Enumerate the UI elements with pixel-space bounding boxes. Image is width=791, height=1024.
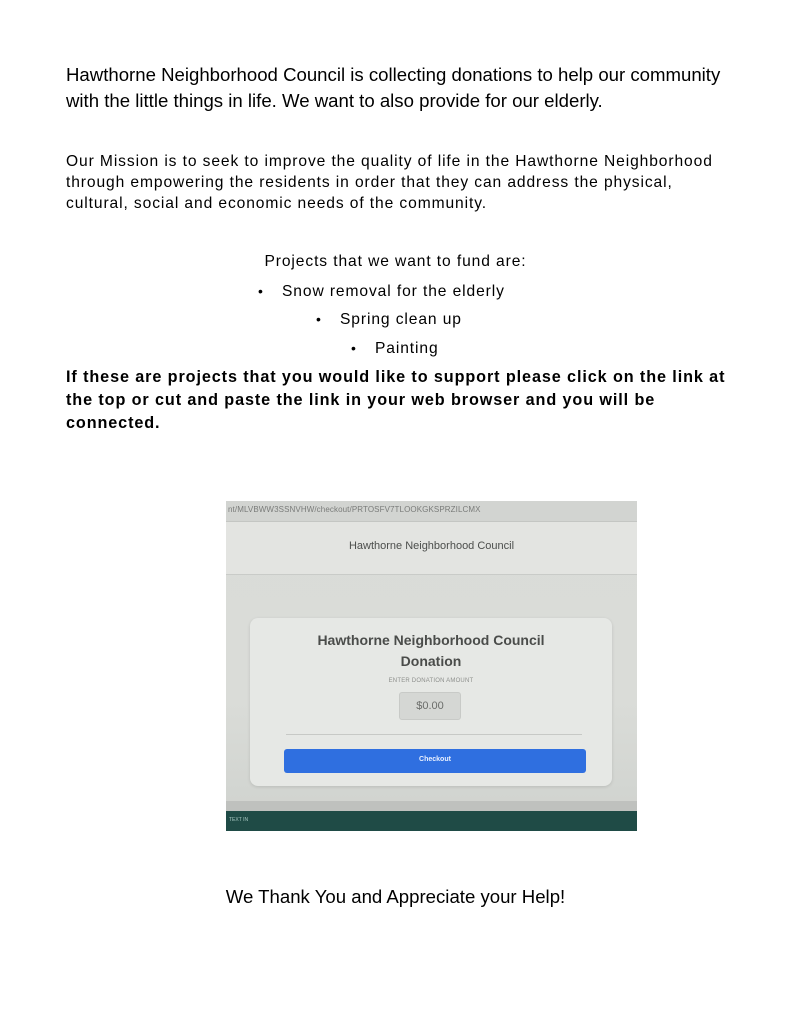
- donation-amount-input: [399, 692, 461, 720]
- projects-heading: Projects that we want to fund are:: [264, 253, 527, 270]
- project-item: [351, 338, 439, 359]
- site-header-title: Hawthorne Neighborhood Council: [348, 540, 515, 552]
- checkout-button: [284, 749, 586, 773]
- project-item-label: Painting: [375, 340, 439, 357]
- donation-card: [250, 618, 612, 786]
- amount-label: ENTER DONATION AMOUNT: [388, 678, 474, 684]
- intro-paragraph: Hawthorne Neighborhood Council is collecting donations to help our community with the little things in life. We want to also provide for our elderly.: [66, 64, 721, 111]
- checkout-url: nt/MLVBWW3SSNVHW/checkout/PRTOSFV7TLOOKGKSPRZILCMX: [228, 505, 481, 514]
- bullet-icon: •: [258, 283, 264, 299]
- bullet-icon: •: [351, 340, 357, 356]
- taskbar-text: TEXT IN: [229, 817, 249, 823]
- project-item: [258, 281, 505, 302]
- checkout-button-label: Checkout: [419, 756, 451, 763]
- project-item: [316, 309, 462, 330]
- divider: [286, 734, 582, 735]
- card-title-line: Donation: [400, 653, 462, 669]
- donation-page-photo: [226, 501, 637, 831]
- thank-you-message: We Thank You and Appreciate your Help!: [225, 886, 566, 907]
- taskbar: [226, 811, 637, 831]
- donation-card-title: [250, 630, 612, 672]
- window-bottom-edge: [226, 801, 637, 811]
- call-to-action: If these are projects that you would like to support please click on the link at the top or cut and paste the link in your web browser and you will be connected.: [66, 368, 726, 432]
- address-bar: [226, 501, 637, 522]
- donation-amount-value: $0.00: [416, 700, 444, 712]
- bullet-icon: •: [316, 311, 322, 327]
- project-item-label: Spring clean up: [340, 311, 462, 328]
- card-title-line: Hawthorne Neighborhood Council: [317, 632, 545, 648]
- project-item-label: Snow removal for the elderly: [282, 283, 505, 300]
- mission-paragraph: Our Mission is to seek to improve the quality of life in the Hawthorne Neighborhood through empowering the residents in order that they can address the physical, cultural, social and economic needs of the community.: [66, 153, 713, 212]
